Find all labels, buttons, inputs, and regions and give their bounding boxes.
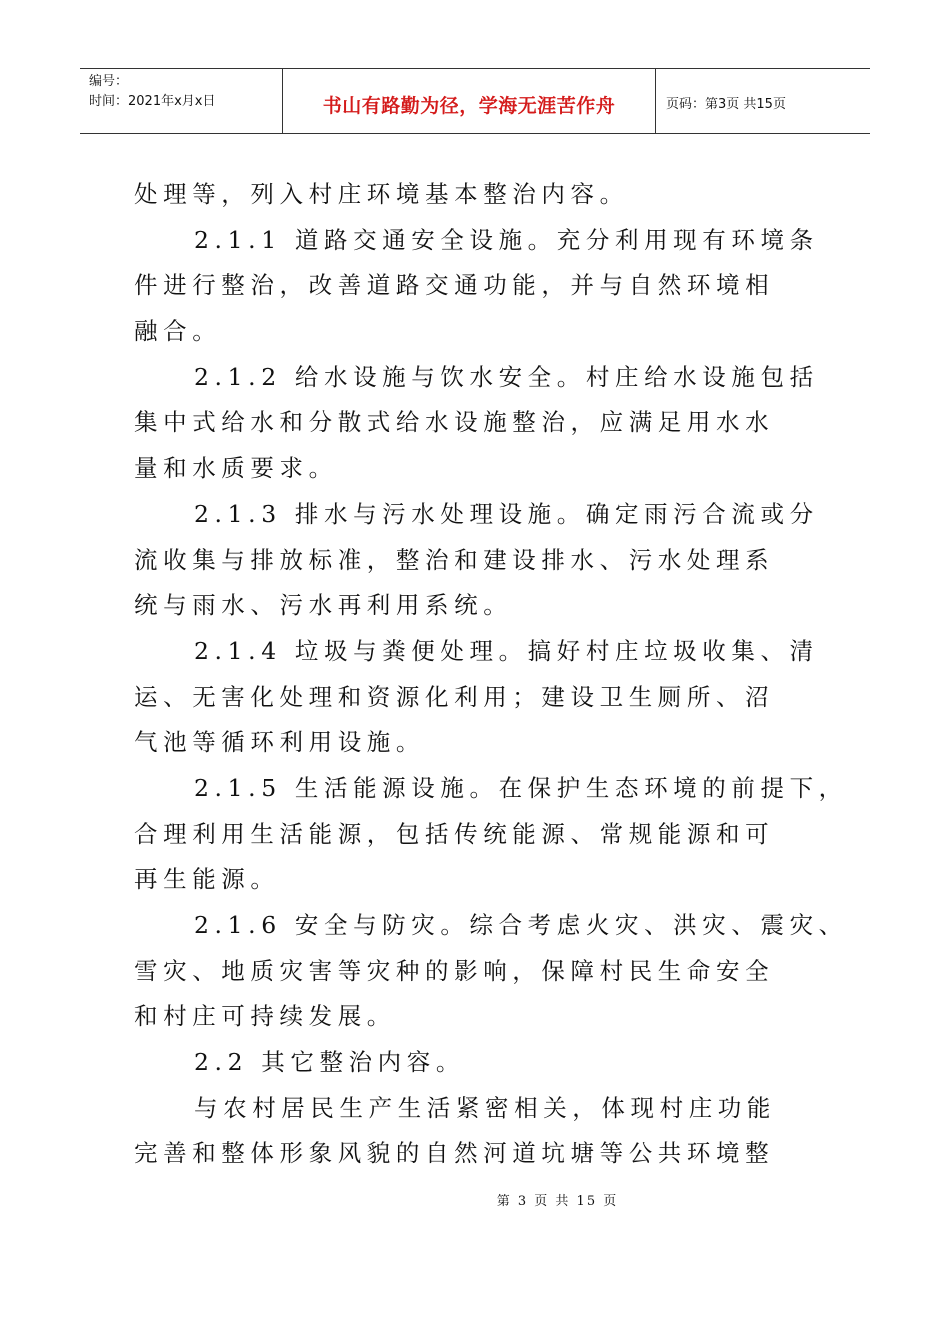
- header-motto: 书山有路勤为径，学海无涯苦作舟: [322, 95, 616, 117]
- body-line: 运、无害化处理和资源化利用；建设卫生厕所、沼: [134, 682, 775, 711]
- body-line: 完善和整体形象风貌的自然河道坑塘等公共环境整: [134, 1139, 775, 1168]
- body-line: 2.1.1 道路交通安全设施。充分利用现有环境条: [194, 225, 819, 254]
- body-line: 件进行整治，改善道路交通功能，并与自然环境相: [134, 271, 775, 300]
- document-body: [134, 172, 848, 1177]
- body-line: 2.1.6 安全与防灾。综合考虑火灾、洪灾、震灾、: [194, 911, 848, 939]
- body-line: 融合。: [134, 317, 222, 346]
- footer-page-number: 第 3 页 共 15 页: [496, 1194, 619, 1209]
- body-line: 2.1.5 生活能源设施。在保护生态环境的前提下，: [194, 773, 848, 802]
- body-line: 2.1.4 垃圾与粪便处理。搞好村庄垃圾收集、清: [194, 636, 819, 665]
- page-footer: [0, 1190, 950, 1209]
- body-line: 合理利用生活能源，包括传统能源、常规能源和可: [134, 819, 775, 848]
- document-time: 时间：2021年x月x日: [89, 94, 216, 109]
- body-line: 气池等循环利用设施。: [134, 728, 425, 757]
- header-motto-cell: [283, 69, 656, 133]
- document-number-label: 编号：: [89, 74, 129, 89]
- document-header: [80, 68, 870, 134]
- body-line: 和村庄可持续发展。: [134, 1002, 396, 1031]
- body-line: 处理等，列入村庄环境基本整治内容。: [134, 180, 629, 208]
- body-line: 2.1.2 给水设施与饮水安全。村庄给水设施包括: [194, 362, 819, 391]
- section-heading: 2.2 其它整治内容。: [194, 1048, 465, 1077]
- body-line: 量和水质要求。: [134, 454, 338, 483]
- body-line: 与农村居民生产生活紧密相关，体现村庄功能: [194, 1093, 776, 1122]
- body-line: 2.1.3 排水与污水处理设施。确定雨污合流或分: [194, 499, 819, 528]
- body-line: 雪灾、地质灾害等灾种的影响，保障村民生命安全: [134, 956, 775, 985]
- body-line: 统与雨水、污水再利用系统。: [134, 591, 513, 620]
- body-line: 流收集与排放标准，整治和建设排水、污水处理系: [134, 545, 775, 574]
- header-meta: [80, 69, 283, 133]
- body-line: 集中式给水和分散式给水设施整治，应满足用水水: [134, 408, 775, 437]
- header-page-info: 页码：第3页 共15页: [666, 97, 786, 112]
- body-line: 再生能源。: [134, 865, 280, 894]
